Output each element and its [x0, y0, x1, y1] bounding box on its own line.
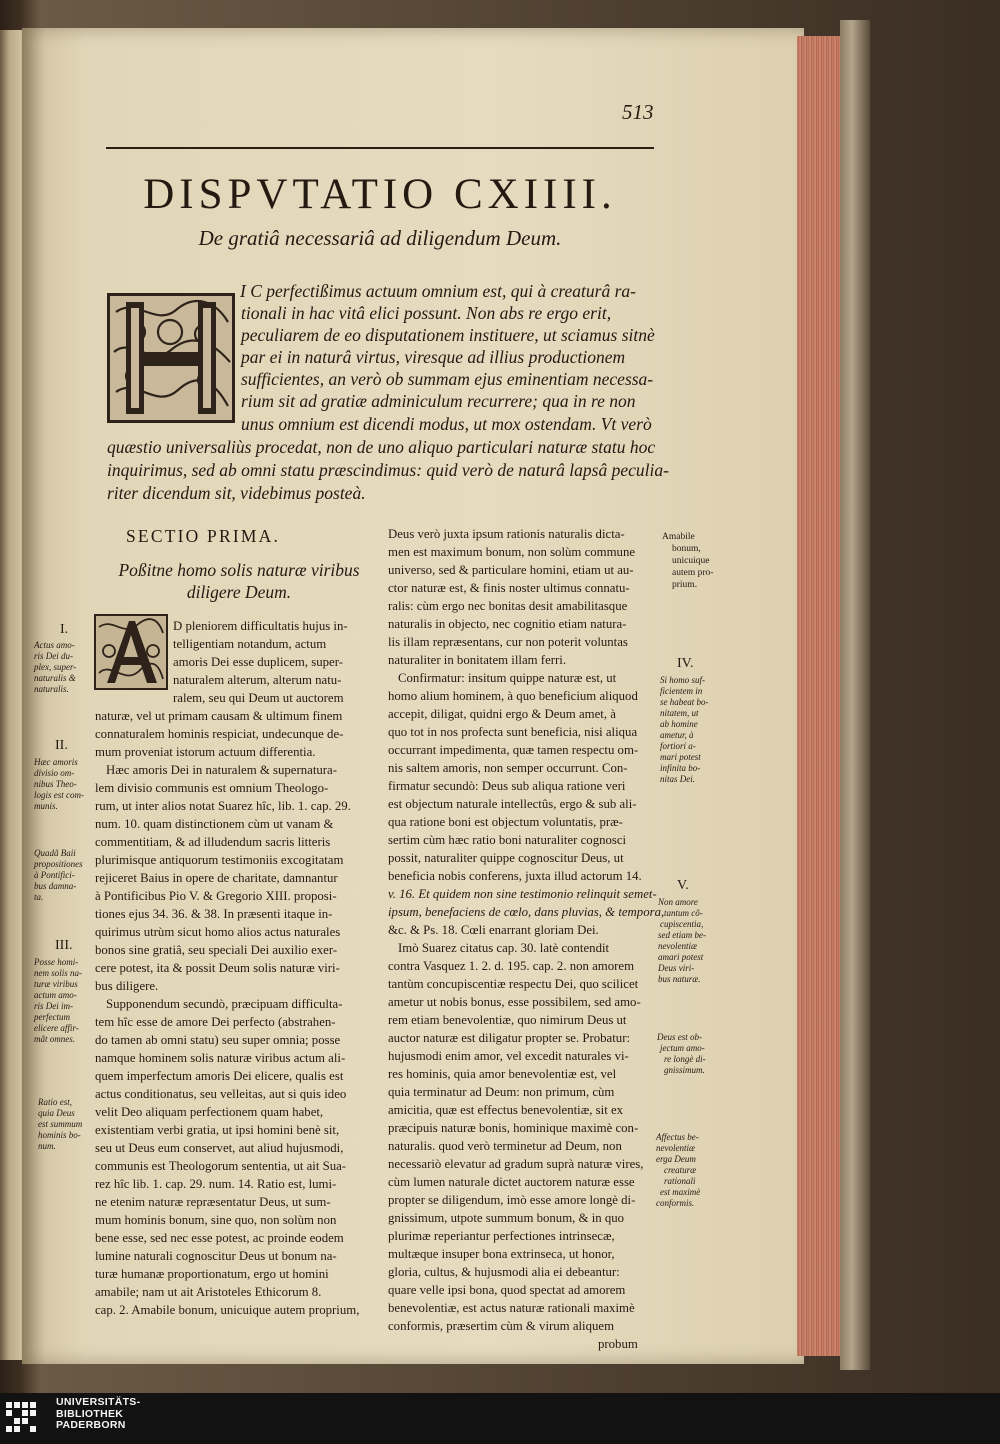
left-column-line: velit Deo aliquam perfectionem quam habet, [95, 1105, 324, 1119]
margin-note-line: mãt omnes. [34, 1034, 75, 1044]
left-column-line: amabile; nam ut ait Aristoteles Ethicorum 8. [95, 1285, 322, 1299]
left-column-line: mum proveniat istorum actuum differentia. [95, 745, 316, 759]
right-column-line: ametur ut nobis bonus, esse possibilem, sed amo- [388, 995, 641, 1009]
margin-note-line: nem solis na- [34, 968, 82, 978]
margin-note-line: bus naturæ. [658, 974, 701, 984]
margin-note-line: ta. [34, 892, 44, 902]
margin-note-line: Posse homi- [34, 957, 79, 967]
right-column-line: est objectum naturale intellectûs, ergo & sub ali- [388, 797, 637, 811]
library-logo-icon [4, 1400, 44, 1438]
intro-line-9: inquirimus, sed ab omni statu præscindimus: quid verò de naturâ lapsâ peculia- [107, 460, 669, 480]
right-column-line: nis saltem amoris, non semper occurrunt. Con- [388, 761, 628, 775]
right-column-line: lis illam repræsentans, cur non poterit voluntas [388, 635, 628, 649]
left-column-line: mum hominis bonum, sine quo, non solùm non [95, 1213, 337, 1227]
left-column-line: plurimisque antiquorum testimoniis excogitatam [95, 853, 344, 867]
margin-note-line: Ratio est, [38, 1097, 72, 1107]
left-column-line: commentitiam, & ad illudendum sacris litteris [95, 835, 331, 849]
margin-number-1: I. [60, 622, 69, 637]
margin-note-line: Si homo suf- [660, 675, 705, 685]
decorated-initial-a [93, 613, 169, 691]
margin-note-line: munis. [34, 801, 58, 811]
right-column-line: v. 16. Et quidem non sine testimonio relinquit semet- [388, 887, 657, 901]
intro-line-5: sufficientes, an verò ob summam ejus eminentiam necessa- [241, 369, 654, 389]
right-column-line: qua ratione boni est objectum voluntatis, præ- [388, 815, 623, 829]
margin-number-4: IV. [677, 656, 694, 671]
disputation-title: DISPVTATIO CXIIII. [143, 171, 617, 218]
right-column-line: præcipuis naturæ bonis, hominique maximè con- [388, 1121, 639, 1135]
margin-note-line: mari potest [660, 752, 701, 762]
library-name-line-3: PADERBORN [56, 1419, 126, 1431]
margin-note-line: cupiscentia, [660, 919, 704, 929]
left-column-line: communis est Theologorum sententia, ut ait Sua- [95, 1159, 347, 1173]
page-fore-edge [797, 36, 843, 1356]
margin-note-line: ris Dei im- [34, 1001, 73, 1011]
right-column-line: amicitia, quæ est effectus benevolentiæ, sit ex [388, 1103, 624, 1117]
right-column-line: quia terminatur ad Deum: non primum, cùm [388, 1085, 615, 1099]
library-name-line-1: UNIVERSITÄTS- [56, 1396, 141, 1408]
margin-note-line: à Pontifici- [34, 870, 75, 880]
margin-note-line: actum amo- [34, 990, 77, 1000]
margin-note-line: Quadã Baii [34, 848, 76, 858]
margin-note-line: ficientem in [660, 686, 703, 696]
library-name-line-2: BIBLIOTHEK [56, 1407, 124, 1420]
right-column-line: quo tot in nos profecta sunt beneficia, nisi aliqua [388, 725, 638, 739]
left-column-line: quem imperfectum amoris Dei elicere, qualis est [95, 1069, 344, 1083]
library-name [56, 1397, 140, 1432]
left-column-line: bene esse, sed nec esse potest, ac proinde eodem [95, 1231, 344, 1245]
right-column-line: ipsum, benefaciens de cœlo, dans pluvias, & tempora, [388, 905, 665, 919]
left-column-line: ne etenim naturæ repræsentatur Deus, ut sum- [95, 1195, 331, 1209]
right-column-line: rem etiam benevolentiæ, quo nimirum Deus ut [388, 1013, 627, 1027]
margin-note-line: gnissimum. [664, 1065, 705, 1075]
right-column-line: benevolentiæ, est actus naturæ rationali maximè [388, 1301, 635, 1315]
right-column-line: tantùm concupiscentiæ respectu Dei, quo scilicet [388, 977, 639, 991]
left-column-line: num. 10. quam distinctionem cùm ut vanam & [95, 817, 334, 831]
left-column-line: à Pontificibus Pio V. & Gregorio XIII. proposi- [95, 889, 337, 903]
margin-note-line: autem pro- [672, 568, 714, 578]
margin-note-line: nibus Theo- [34, 779, 77, 789]
margin-note-line: Non amore [658, 897, 698, 907]
right-column-line: hujusmodi enim amor, vel excedit naturales vi- [388, 1049, 629, 1063]
margin-note-line: fortiori a- [660, 741, 696, 751]
margin-note-line: erga Deum [656, 1154, 696, 1164]
left-column-line: seu ut Deus eum conservet, aut aliud hujusmodi, [95, 1141, 344, 1155]
right-column-line: accepit, diligat, quidni ergo & Deum amet, à [388, 707, 616, 721]
intro-line-10: riter dicendum sit, videbimus posteà. [107, 483, 366, 503]
intro-line-7: unus omnium est dicendi modus, ut mox ostendam. Vt verò [241, 414, 652, 434]
left-column-line: rum, ut inter alios notat Suarez hîc, lib. 1. cap. 29. [95, 799, 351, 813]
margin-note-line: tantum cõ- [664, 908, 703, 918]
left-column-line: quirimus utrùm sicut homo alios actus naturales [95, 925, 341, 939]
left-column-line: cere potest, ita & possit Deum solis naturæ viri- [95, 961, 340, 975]
margin-note-line: plex, super- [34, 662, 77, 672]
right-column-line: necessariò elevatur ad gradum suprà naturæ vires, [388, 1157, 644, 1171]
section-subheading-1: Poßitne homo solis naturæ viribus [118, 560, 360, 580]
intro-line-4: par ei in naturâ virtus, viresque ad illius productionem [241, 347, 626, 367]
header-rule [106, 147, 654, 149]
right-column-line: ralis: cùm ergo nec bonitas desit amabilitasque [388, 599, 628, 613]
right-column-line: auctor naturæ est diligatur propter se. Probatur: [388, 1031, 631, 1045]
left-column-line: tiones ejus 34. 36. & 38. In præsenti itaque in- [95, 907, 333, 921]
margin-note-line: turæ viribus [34, 979, 78, 989]
right-column-line: sertim cùm hæc ratio boni naturaliter cognosci [388, 833, 627, 847]
margin-note-line: hominis bo- [38, 1130, 81, 1140]
margin-note-line: ametur, à [660, 730, 694, 740]
left-column-line: actus conditionatus, seu velleitas, aut si quis ideo [95, 1087, 347, 1101]
margin-note-line: unicuique [672, 556, 710, 566]
right-column-line: &c. & Ps. 18. Cœli enarrant gloriam Dei. [388, 923, 599, 937]
intro-line-3: peculiarem de eo disputationem instituere, ut sciamus sitnè [241, 325, 655, 345]
margin-note-line: logis est com- [34, 790, 84, 800]
book-cover-edge [840, 20, 870, 1370]
margin-note-line: perfectum [34, 1012, 70, 1022]
margin-note-line: Amabile [662, 532, 695, 542]
left-column-line: bus diligere. [95, 979, 159, 993]
left-column-line: naturæ, vel ut primam causam & ultimum finem [95, 709, 343, 723]
right-column-line: multæque insuper bona extrinseca, ut honor, [388, 1247, 615, 1261]
right-column-line: res hominis, quia amor benevolentiæ est, vel [388, 1067, 617, 1081]
margin-note-line: ris Dei du- [34, 651, 73, 661]
margin-note-line: propositiones [34, 859, 83, 869]
margin-note-line: quia Deus [38, 1108, 75, 1118]
left-column-line: lumine naturali cognoscitur Deus ut bonum na- [95, 1249, 337, 1263]
margin-note-line: est summum [38, 1119, 83, 1129]
right-column-line: beneficia nobis conferens, juxta illud actorum 14. [388, 869, 642, 883]
left-column-line: do tamen ab omni statu) seu super omnia; posse [95, 1033, 341, 1047]
right-column-line: men est maximum bonum, non solùm commune [388, 545, 636, 559]
left-column-line: amoris Dei esse duplicem, super- [173, 655, 343, 669]
margin-note-line: prium. [672, 580, 698, 590]
intro-line-1: I C perfectißimus actuum omnium est, qui à creaturâ ra- [240, 281, 636, 301]
margin-note-line: naturalis & [34, 673, 76, 683]
margin-note-line: bonum, [672, 544, 701, 554]
margin-note-line: elicere affir- [34, 1023, 79, 1033]
right-column-line: occurrant impedimenta, quæ tamen respectu om- [388, 743, 639, 757]
margin-note-line: se habeat bo- [660, 697, 709, 707]
left-column-line: bonos sine gratiâ, seu speciali Dei auxilio exer- [95, 943, 338, 957]
left-column-line: naturalem alterum, alterum natu- [173, 673, 342, 687]
margin-note-line: nitatem, ut [660, 708, 699, 718]
margin-note-line: Deus viri- [658, 963, 695, 973]
margin-note-line: Actus amo- [34, 640, 75, 650]
right-column-line: naturalis in objecto, nec cognitio etiam natura- [388, 617, 627, 631]
library-footer-bar [0, 1393, 1000, 1444]
left-column-line: namque hominem solis naturæ viribus actum ali- [95, 1051, 346, 1065]
intro-line-6: rium sit ad gratiæ adminiculum recurrere; qua in re non [241, 391, 636, 411]
margin-note-line: num. [38, 1141, 56, 1151]
right-column-line: naturaliter in bonitatem illam ferri. [388, 653, 567, 667]
right-column-line: Imò Suarez citatus cap. 30. latè contendit [398, 941, 610, 955]
left-column-line: lem divisio communis est omnium Theologo- [95, 781, 329, 795]
left-column-line: existentiam verbi gratia, ut ipsi homini benè sit, [95, 1123, 340, 1137]
margin-note-line: amari potest [658, 952, 704, 962]
section-subheading-2: diligere Deum. [186, 582, 292, 602]
margin-note-line: Deus est ob- [657, 1032, 702, 1042]
right-column-line: plurimæ reperiantur perfectiones intrinsecæ, [388, 1229, 615, 1243]
margin-note-line: sed etiam be- [658, 930, 706, 940]
left-column-line: turæ humanæ proportionatum, ergo ut homini [95, 1267, 329, 1281]
right-column-line: firmatur secundò: Deus sub aliqua ratione veri [388, 779, 626, 793]
decorated-initial-h [106, 292, 236, 424]
page-number: 513 [622, 100, 654, 124]
margin-note-line: re longè di- [664, 1054, 706, 1064]
section-heading: SECTIO PRIMA. [126, 526, 281, 546]
margin-note-line: infinita bo- [660, 763, 701, 773]
left-column-line: rez hîc lib. 1. cap. 29. num. 14. Ratio est, lumi- [95, 1177, 337, 1191]
disputation-subtitle: De gratiâ necessariâ ad diligendum Deum. [198, 226, 562, 250]
margin-number-2: II. [55, 738, 68, 753]
left-column-line: ralem, seu qui Deum ut auctorem [173, 691, 344, 705]
intro-line-2: tionali in hac vitâ elici possunt. Non abs re ergo erit, [241, 303, 612, 323]
right-column-line: propter se diligendum, imò esse amore longè di- [388, 1193, 636, 1207]
margin-note-line: bus damna- [34, 881, 77, 891]
right-column-line: conformis, præsertim cùm & virum aliquem [388, 1319, 615, 1333]
left-column-line: Hæc amoris Dei in naturalem & supernatura- [106, 763, 337, 777]
margin-note-line: Hæc amoris [34, 757, 78, 767]
left-column-line: tem hîc esse de amore Dei perfecto (abstrahen- [95, 1015, 336, 1029]
left-column-line: telligentiam notandum, actum [173, 637, 327, 651]
margin-note-line: naturalis. [34, 684, 69, 694]
right-column-line: universo, sed & particulare homini, etiam ut au- [388, 563, 634, 577]
margin-number-3: III. [55, 938, 73, 953]
right-column-line: contra Vasquez 1. 2. d. 195. cap. 2. non amorem [388, 959, 635, 973]
margin-note-line: Affectus be- [656, 1132, 699, 1142]
left-column-line: Supponendum secundò, præcipuam difficulta- [106, 997, 343, 1011]
margin-note-line: est maximè [660, 1187, 701, 1197]
left-column-line: rejiceret Baius in opere de charitate, damnantur [95, 871, 338, 885]
margin-note-line: nevolentiæ [656, 1143, 695, 1153]
right-column-line: Deus verò juxta ipsum rationis naturalis dicta- [388, 527, 625, 541]
right-column-line: homo alium hominem, à quo beneficium aliquod [388, 689, 638, 703]
margin-note-line: nevolentiæ [658, 941, 697, 951]
left-column-line: connaturalem hominis respiciat, undecunque de- [95, 727, 344, 741]
left-column-line: D pleniorem difficultatis hujus in- [173, 619, 348, 633]
margin-note-line: creaturæ [664, 1165, 697, 1175]
right-column-line: gloria, cultus, & hujusmodi alia ei debeantur: [388, 1265, 620, 1279]
margin-note-line: rationali [664, 1176, 696, 1186]
margin-note-line: jectum amo- [660, 1043, 705, 1053]
left-column-line: cap. 2. Amabile bonum, unicuique autem proprium, [95, 1303, 360, 1317]
right-column-line: ctor naturæ est, & finis noster ultimus connatu- [388, 581, 630, 595]
right-column-line: naturalis. quod verò terminetur ad Deum, non [388, 1139, 622, 1153]
margin-note-line: nitas Dei. [660, 774, 695, 784]
right-column-line: gnissimum, utpote summum bonum, & in quo [388, 1211, 625, 1225]
margin-note-line: ab homine [660, 719, 698, 729]
margin-note-line: divisio om- [34, 768, 75, 778]
right-column-line: possit, naturaliter quippe cognoscitur Deus, ut [388, 851, 624, 865]
right-column-line: cùm lumen naturale dictet auctorem naturæ esse [388, 1175, 635, 1189]
intro-line-8: quæstio universaliùs procedat, non de uno aliquo particulari naturæ statu hoc [107, 437, 656, 457]
margin-number-5: V. [677, 878, 689, 893]
right-column-line: quare velle ipsi bona, quod spectat ad amorem [388, 1283, 626, 1297]
right-column-line: probum [598, 1337, 638, 1351]
right-column-line: Confirmatur: insitum quippe naturæ est, ut [398, 671, 617, 685]
margin-note-line: conformis. [656, 1198, 695, 1208]
